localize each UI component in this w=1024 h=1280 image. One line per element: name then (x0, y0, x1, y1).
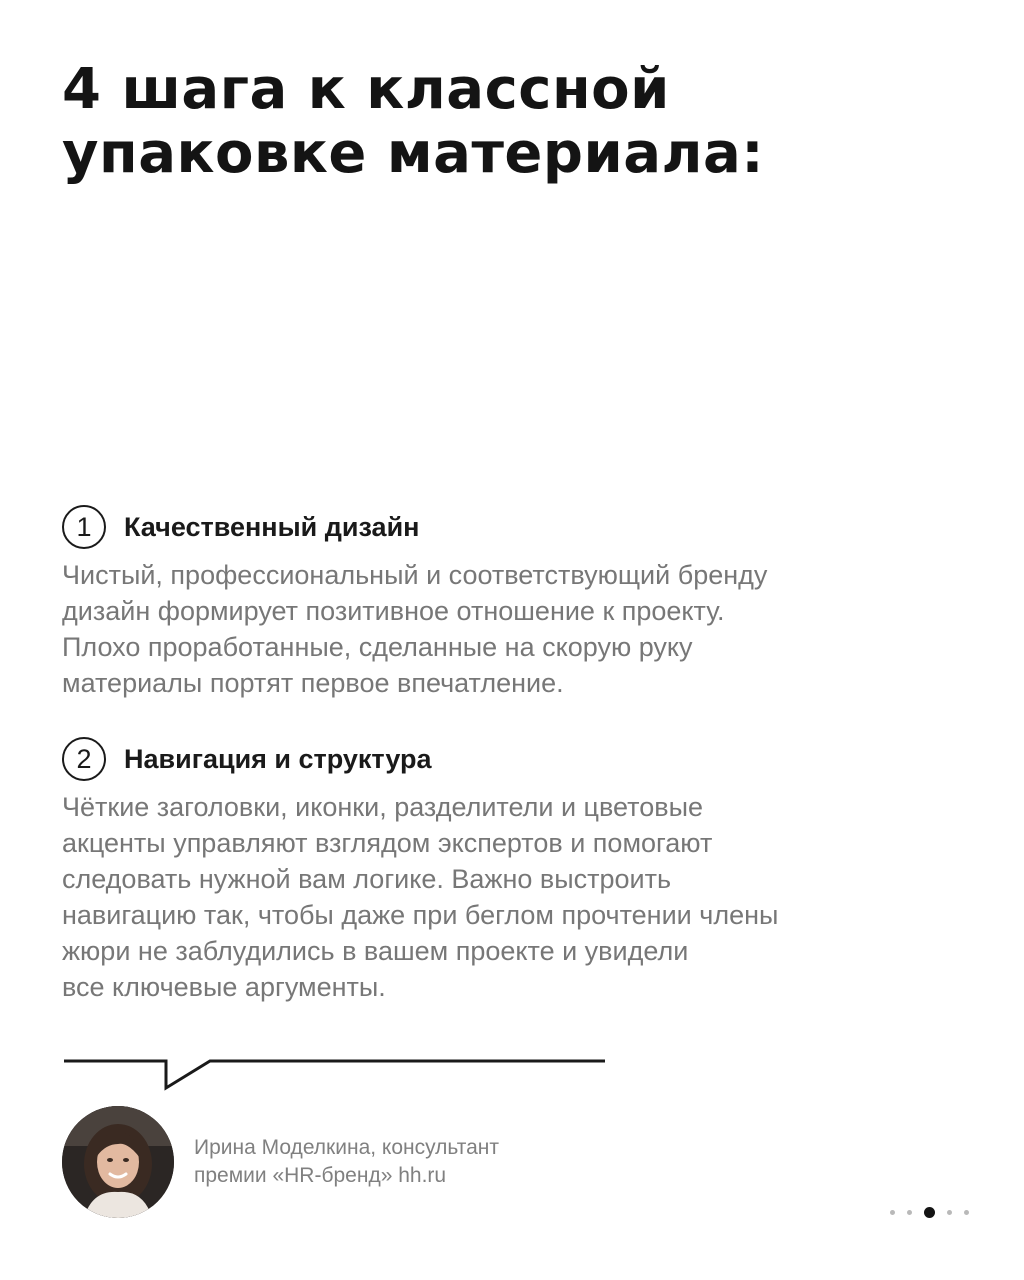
author-portrait-image (62, 1106, 174, 1218)
step-2-title: Навигация и структура (124, 743, 432, 774)
pagination-dot[interactable] (947, 1210, 952, 1215)
step-2-text-line: жюри не заблудились в вашем проекте и увидели (62, 936, 689, 966)
speech-bubble-divider (62, 1050, 612, 1095)
step-2-text (62, 789, 778, 1005)
step-1-text-line: материалы портят первое впечатление. (62, 668, 564, 698)
step-1-text (62, 557, 767, 701)
step-1-header (62, 503, 767, 551)
author-avatar (62, 1106, 174, 1218)
step-1-text-line: Плохо проработанные, сделанные на скорую руку (62, 632, 693, 662)
author-block (62, 1106, 499, 1218)
pagination-dot[interactable] (907, 1210, 912, 1215)
author-caption-line-2: премии «HR-бренд» hh.ru (194, 1164, 447, 1187)
step-1-title: Качественный дизайн (124, 511, 420, 542)
step-1-text-line: Чистый, профессиональный и соответствующий бренду (62, 560, 768, 590)
step-2-text-line: следовать нужной вам логике. Важно выстроить (62, 864, 672, 894)
step-1-number-badge: 1 (62, 505, 106, 549)
step-1-text-line: дизайн формирует позитивное отношение к проекту. (62, 596, 725, 626)
pagination-dot[interactable] (964, 1210, 969, 1215)
step-2-text-line: навигацию так, чтобы даже при беглом прочтении члены (62, 900, 779, 930)
step-2-header (62, 735, 778, 783)
page-title-line-1: 4 шага к классной (62, 57, 670, 122)
pagination-dot-active[interactable] (924, 1207, 935, 1218)
step-2-text-line: все ключевые аргументы. (62, 972, 386, 1002)
step-2-number-badge: 2 (62, 737, 106, 781)
step-2-text-line: Чёткие заголовки, иконки, разделители и цветовые (62, 792, 703, 822)
step-2-text-line: акценты управляют взглядом экспертов и помогают (62, 828, 713, 858)
carousel-pagination-dots (884, 1207, 975, 1218)
page-title (62, 58, 764, 186)
author-caption (194, 1134, 499, 1190)
page-title-line-2: упаковке материала: (62, 121, 765, 186)
author-caption-line-1: Ирина Моделкина, консультант (194, 1136, 499, 1159)
step-1 (62, 503, 767, 701)
step-2 (62, 735, 778, 1005)
pagination-dot[interactable] (890, 1210, 895, 1215)
